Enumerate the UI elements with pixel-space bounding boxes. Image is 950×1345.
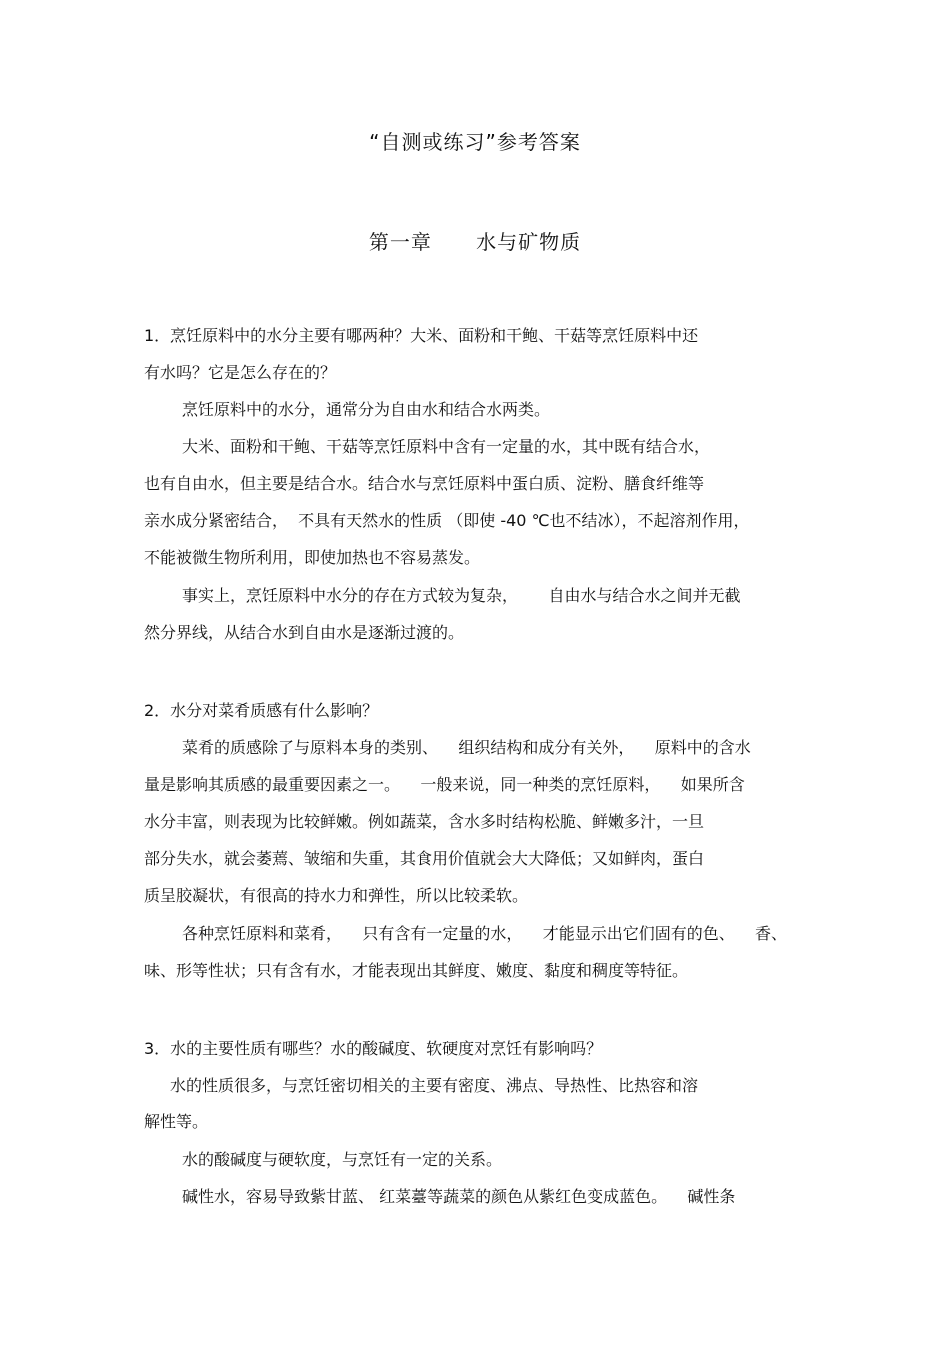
answer-3-para-3-line-1: 碱性水，容易导致紫甘蓝、 红菜薹等蔬菜的颜色从紫红色变成蓝色。 碱性条 (182, 1187, 736, 1206)
document-title: “自测或练习”参考答案 (369, 130, 581, 154)
answer-2-para-1-line-1: 菜肴的质感除了与原料本身的类别、 组织结构和成分有关外， 原料中的含水 (182, 738, 751, 757)
question-1-line-2: 有水吗？它是怎么存在的？ (144, 363, 337, 382)
question-3: 3．水的主要性质有哪些？水的酸碱度、软硬度对烹饪有影响吗？ (144, 1039, 603, 1058)
answer-2-para-1-line-2: 量是影响其质感的最重要因素之一。 一般来说，同一种类的烹饪原料， 如果所含 (144, 775, 745, 794)
answer-1-para-3-line-1: 事实上，烹饪原料中水分的存在方式较为复杂， 自由水与结合水之间并无截 (182, 586, 741, 605)
answer-1-para-2-line-3: 亲水成分紧密结合， 不具有天然水的性质 （即使 -40 ℃也不结冰），不起溶剂作用， (144, 511, 750, 530)
question-2: 2．水分对菜肴质感有什么影响？ (144, 701, 379, 720)
answer-2-para-1-line-5: 质呈胶凝状，有很高的持水力和弹性，所以比较柔软。 (144, 886, 529, 905)
answer-2-para-2-line-1: 各种烹饪原料和菜肴， 只有含有一定量的水， 才能显示出它们固有的色、 香、 (182, 924, 788, 943)
answer-1-para-1: 烹饪原料中的水分，通常分为自由水和结合水两类。 (182, 400, 551, 419)
chapter-title: 第一章 水与矿物质 (368, 230, 582, 254)
answer-2-para-1-line-3: 水分丰富，则表现为比较鲜嫩。例如蔬菜，含水多时结构松脆、鲜嫩多汁，一旦 (144, 812, 705, 831)
answer-3-para-2: 水的酸碱度与硬软度，与烹饪有一定的关系。 (182, 1150, 503, 1169)
question-1-line-1: 1．烹饪原料中的水分主要有哪两种？大米、面粉和干鲍、干菇等烹饪原料中还 (144, 326, 699, 345)
answer-1-para-2-line-1: 大米、面粉和干鲍、干菇等烹饪原料中含有一定量的水，其中既有结合水， (182, 437, 711, 456)
answer-1-para-3-line-2: 然分界线，从结合水到自由水是逐渐过渡的。 (144, 623, 465, 642)
answer-3-para-1-line-1: 水的性质很多，与烹饪密切相关的主要有密度、沸点、导热性、比热容和溶 (170, 1076, 699, 1095)
answer-2-para-2-line-2: 味、形等性状；只有含有水，才能表现出其鲜度、嫩度、黏度和稠度等特征。 (144, 961, 689, 980)
answer-1-para-2-line-2: 也有自由水，但主要是结合水。结合水与烹饪原料中蛋白质、淀粉、膳食纤维等 (144, 474, 705, 493)
answer-2-para-1-line-4: 部分失水，就会萎蔫、皱缩和失重，其食用价值就会大大降低；又如鲜肉，蛋白 (144, 849, 705, 868)
answer-1-para-2-line-4: 不能被微生物所利用，即使加热也不容易蒸发。 (144, 548, 481, 567)
answer-3-para-1-line-2: 解性等。 (144, 1112, 209, 1131)
